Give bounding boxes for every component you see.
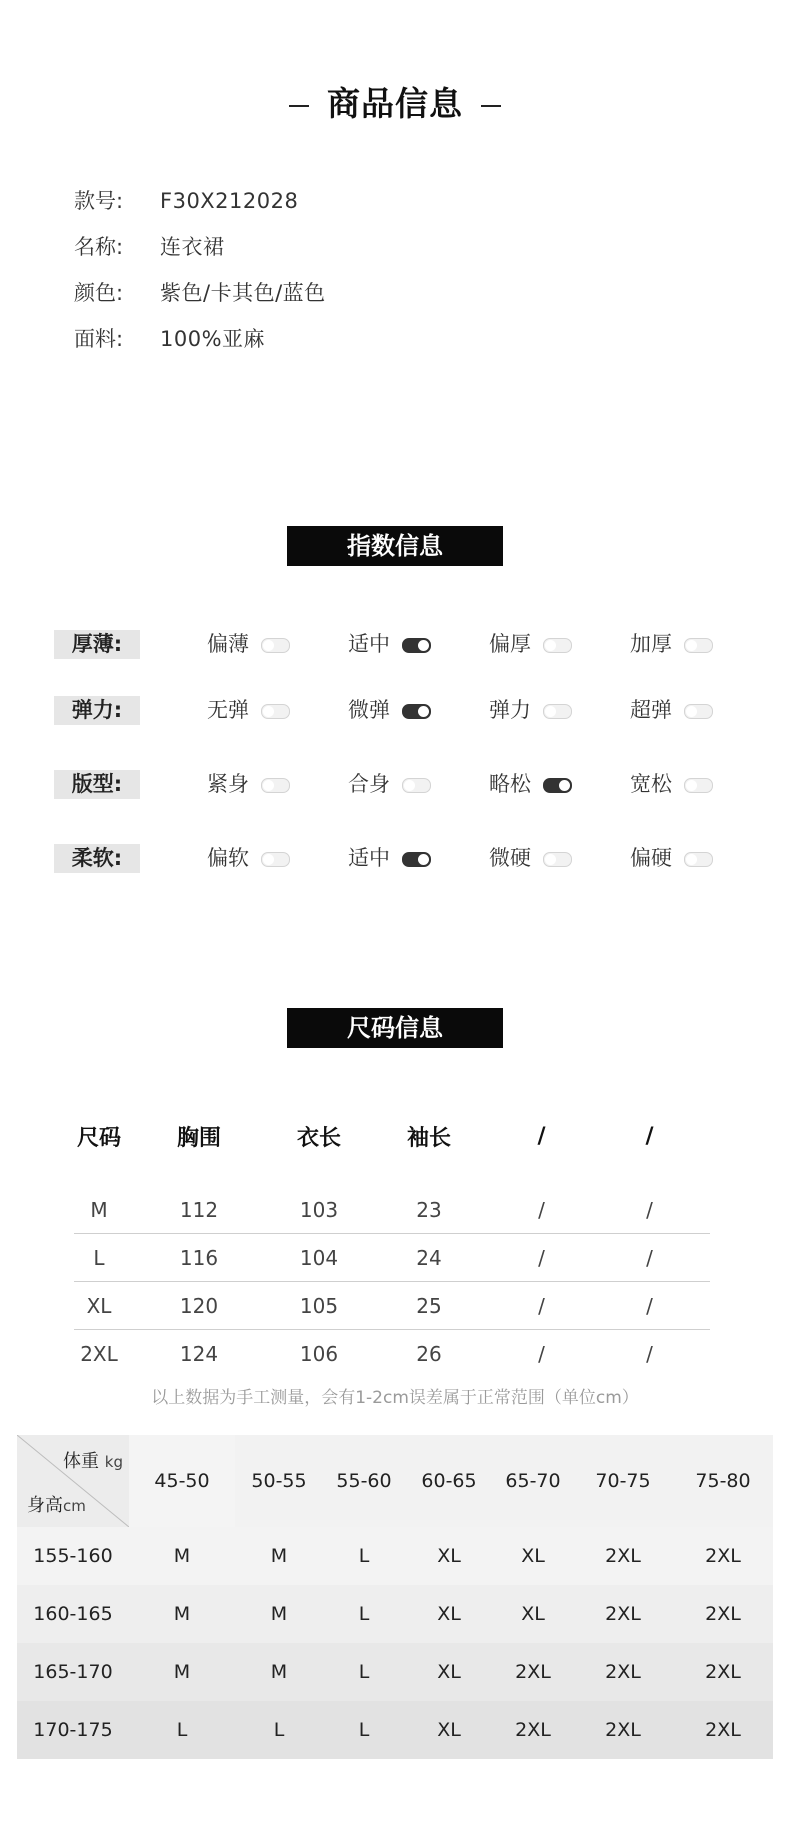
- size-cell: 26: [416, 1341, 442, 1366]
- index-label: 弹力:: [54, 696, 140, 725]
- size-cell: 116: [179, 1245, 219, 1270]
- index-option-label: 略松: [489, 772, 531, 796]
- size-table: [74, 1110, 710, 1377]
- toggle-off-icon: [261, 704, 290, 719]
- toggle-off-icon: [543, 852, 572, 867]
- weight-unit: kg: [104, 1453, 123, 1471]
- measurement-note: 以上数据为手工测量，会有1-2cm误差属于正常范围（单位cm）: [151, 1388, 639, 1408]
- toggle-off-icon: [261, 852, 290, 867]
- size-header-cell: 尺码: [76, 1125, 121, 1151]
- toggle-knob: [686, 706, 697, 717]
- index-option: [348, 630, 431, 659]
- table-row: [74, 1186, 710, 1234]
- size-reference-chart: [17, 1435, 773, 1759]
- recommended-size: L: [358, 1603, 370, 1625]
- recommended-size: M: [173, 1545, 191, 1567]
- recommended-size: L: [358, 1545, 370, 1567]
- recommended-size: XL: [521, 1545, 545, 1567]
- size-header-cell: /: [537, 1123, 546, 1149]
- toggle-knob: [263, 640, 274, 651]
- index-option: [630, 770, 713, 799]
- weight-range: 65-70: [505, 1470, 561, 1492]
- reference-header: [17, 1435, 773, 1527]
- size-header-cell: 袖长: [406, 1125, 451, 1151]
- recommended-size: M: [270, 1545, 288, 1567]
- table-row: [74, 1330, 710, 1377]
- index-option: [348, 844, 431, 873]
- info-value: F30X212028: [160, 189, 299, 213]
- recommended-size: M: [173, 1661, 191, 1683]
- index-option-label: 合身: [348, 772, 390, 796]
- info-label: 面料:: [74, 327, 124, 351]
- info-row-fabric: [74, 325, 265, 353]
- toggle-off-icon: [543, 638, 572, 653]
- reference-corner: [17, 1435, 129, 1527]
- size-cell: /: [538, 1197, 545, 1222]
- index-option-label: 偏硬: [630, 846, 672, 870]
- weight-range: 50-55: [251, 1470, 307, 1492]
- height-range: 160-165: [33, 1603, 113, 1625]
- info-value: 紫色/卡其色/蓝色: [160, 281, 326, 305]
- toggle-knob: [559, 780, 570, 791]
- info-label: 名称:: [74, 235, 124, 259]
- index-option-label: 微硬: [489, 846, 531, 870]
- size-cell: /: [538, 1293, 545, 1318]
- recommended-size: L: [358, 1661, 370, 1683]
- recommended-size: 2XL: [705, 1545, 741, 1567]
- info-row-name: [74, 233, 225, 261]
- index-option: [207, 844, 290, 873]
- table-row: [17, 1643, 773, 1701]
- size-info-title: 尺码信息: [287, 1008, 503, 1048]
- recommended-size: 2XL: [705, 1719, 741, 1741]
- recommended-size: L: [273, 1719, 285, 1741]
- size-header-cell: /: [645, 1123, 654, 1149]
- weight-range: 45-50: [129, 1435, 235, 1527]
- toggle-knob: [545, 706, 556, 717]
- toggle-knob: [263, 706, 274, 717]
- recommended-size: XL: [437, 1603, 461, 1625]
- index-option: [207, 630, 290, 659]
- size-cell: 120: [179, 1293, 219, 1318]
- index-option: [630, 696, 713, 725]
- weight-range: 70-75: [595, 1470, 651, 1492]
- toggle-off-icon: [684, 778, 713, 793]
- toggle-on-icon: [402, 852, 431, 867]
- index-option-label: 微弹: [348, 698, 390, 722]
- recommended-size: XL: [437, 1661, 461, 1683]
- index-option-label: 偏厚: [489, 632, 531, 656]
- title-dash-left: [289, 105, 309, 107]
- size-cell: /: [646, 1197, 653, 1222]
- index-option: [348, 696, 431, 725]
- product-info-title: [0, 78, 790, 125]
- index-option: [630, 844, 713, 873]
- toggle-knob: [418, 854, 429, 865]
- toggle-off-icon: [261, 778, 290, 793]
- index-option-label: 适中: [348, 846, 390, 870]
- recommended-size: 2XL: [605, 1603, 641, 1625]
- recommended-size: 2XL: [705, 1603, 741, 1625]
- height-range: 155-160: [33, 1545, 113, 1567]
- size-cell: /: [538, 1245, 545, 1270]
- toggle-knob: [418, 706, 429, 717]
- index-option-label: 偏薄: [207, 632, 249, 656]
- toggle-on-icon: [402, 704, 431, 719]
- weight-header: [63, 1447, 123, 1473]
- toggle-on-icon: [402, 638, 431, 653]
- toggle-knob: [418, 640, 429, 651]
- size-cell: /: [646, 1245, 653, 1270]
- recommended-size: XL: [437, 1719, 461, 1741]
- table-row: [17, 1701, 773, 1759]
- size-cell: M: [90, 1197, 108, 1222]
- index-option: [489, 770, 572, 799]
- index-option: [489, 630, 572, 659]
- size-cell: L: [93, 1245, 105, 1270]
- size-cell: 112: [179, 1197, 219, 1222]
- index-option-label: 弹力: [489, 698, 531, 722]
- size-cell: 104: [299, 1245, 339, 1270]
- size-cell: /: [646, 1341, 653, 1366]
- height-unit: cm: [63, 1497, 86, 1515]
- recommended-size: XL: [437, 1545, 461, 1567]
- index-option: [207, 770, 290, 799]
- index-option-label: 超弹: [630, 698, 672, 722]
- recommended-size: 2XL: [705, 1661, 741, 1683]
- size-cell: 103: [299, 1197, 339, 1222]
- recommended-size: L: [358, 1719, 370, 1741]
- size-cell: 2XL: [80, 1341, 118, 1366]
- weight-label: 体重: [63, 1451, 100, 1472]
- toggle-on-icon: [543, 778, 572, 793]
- size-cell: 24: [416, 1245, 442, 1270]
- weight-range: 75-80: [695, 1470, 751, 1492]
- size-cell: 23: [416, 1197, 442, 1222]
- size-table-header: [74, 1110, 710, 1162]
- index-option: [630, 630, 713, 659]
- toggle-knob: [545, 854, 556, 865]
- index-option-label: 宽松: [630, 772, 672, 796]
- index-option-label: 无弹: [207, 698, 249, 722]
- size-cell: 124: [179, 1341, 219, 1366]
- title-dash-right: [481, 105, 501, 107]
- toggle-knob: [545, 640, 556, 651]
- recommended-size: 2XL: [605, 1719, 641, 1741]
- toggle-knob: [686, 780, 697, 791]
- height-range: 170-175: [33, 1719, 113, 1741]
- recommended-size: XL: [521, 1603, 545, 1625]
- size-header-cell: 衣长: [296, 1125, 341, 1151]
- size-cell: /: [646, 1293, 653, 1318]
- recommended-size: M: [270, 1661, 288, 1683]
- toggle-knob: [263, 780, 274, 791]
- toggle-off-icon: [684, 852, 713, 867]
- index-option: [489, 696, 572, 725]
- size-header-cell: 胸围: [176, 1125, 221, 1151]
- toggle-off-icon: [543, 704, 572, 719]
- index-option-label: 适中: [348, 632, 390, 656]
- toggle-off-icon: [402, 778, 431, 793]
- recommended-size: 2XL: [515, 1719, 551, 1741]
- info-value: 连衣裙: [160, 235, 225, 259]
- recommended-size: L: [176, 1719, 188, 1741]
- size-cell: 25: [416, 1293, 442, 1318]
- toggle-off-icon: [261, 638, 290, 653]
- recommended-size: 2XL: [515, 1661, 551, 1683]
- info-value: 100%亚麻: [160, 327, 266, 351]
- size-cell: 105: [299, 1293, 339, 1318]
- recommended-size: 2XL: [605, 1545, 641, 1567]
- height-label: 身高: [27, 1495, 63, 1516]
- size-cell: /: [538, 1341, 545, 1366]
- weight-range: 60-65: [421, 1470, 477, 1492]
- product-info-title-text: 商品信息: [327, 84, 463, 123]
- reference-body: [17, 1527, 773, 1759]
- table-row: [17, 1585, 773, 1643]
- recommended-size: M: [270, 1603, 288, 1625]
- recommended-size: M: [173, 1603, 191, 1625]
- index-option: [348, 770, 431, 799]
- toggle-knob: [686, 640, 697, 651]
- recommended-size: 2XL: [605, 1661, 641, 1683]
- info-row-color: [74, 279, 326, 307]
- index-label: 厚薄:: [54, 630, 140, 659]
- info-row-style-no: [74, 187, 298, 215]
- index-option: [207, 696, 290, 725]
- table-row: [74, 1234, 710, 1282]
- table-row: [17, 1527, 773, 1585]
- table-row: [74, 1282, 710, 1330]
- index-option-label: 紧身: [207, 772, 249, 796]
- info-label: 颜色:: [74, 281, 124, 305]
- index-label: 柔软:: [54, 844, 140, 873]
- height-range: 165-170: [33, 1661, 113, 1683]
- toggle-knob: [686, 854, 697, 865]
- toggle-knob: [263, 854, 274, 865]
- toggle-off-icon: [684, 638, 713, 653]
- size-table-body: [74, 1186, 710, 1377]
- index-option-label: 加厚: [630, 632, 672, 656]
- toggle-off-icon: [684, 704, 713, 719]
- toggle-knob: [404, 780, 415, 791]
- index-info-title: 指数信息: [287, 526, 503, 566]
- weight-range: 55-60: [336, 1470, 392, 1492]
- index-option-label: 偏软: [207, 846, 249, 870]
- index-label: 版型:: [54, 770, 140, 799]
- size-cell: XL: [86, 1293, 112, 1318]
- index-option: [489, 844, 572, 873]
- info-label: 款号:: [74, 189, 124, 213]
- size-cell: 106: [299, 1341, 339, 1366]
- height-header: [27, 1491, 86, 1517]
